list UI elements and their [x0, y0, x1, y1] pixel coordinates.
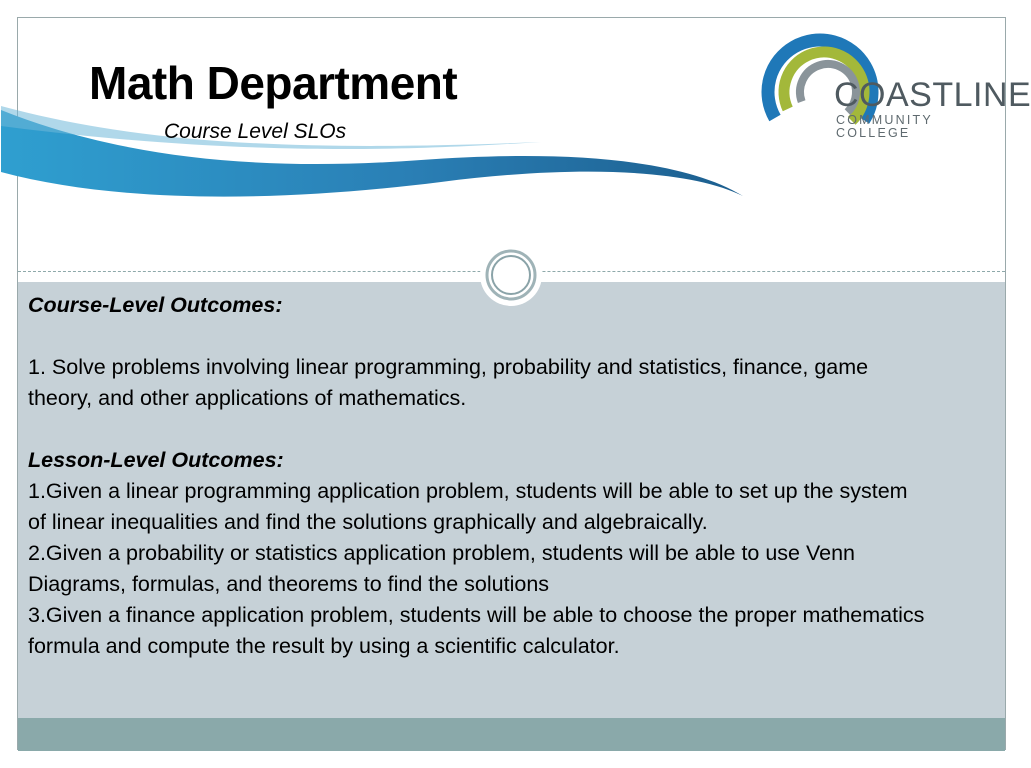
outcomes-text [28, 290, 928, 662]
lesson-outcomes-heading: Lesson-Level Outcomes: [28, 448, 284, 472]
logo-subtitle: COMMUNITY COLLEGE [836, 113, 933, 140]
logo-name: COASTLINE [834, 76, 1031, 114]
decorative-swoosh [1, 98, 761, 238]
footer-band [18, 718, 1005, 751]
lesson-outcome-item: 2.Given a probability or statistics application problem, students will be able to use Venn Diagrams, formulas, and theorems to find the solutions [28, 541, 856, 596]
page-subtitle: Course Level SLOs [164, 120, 347, 143]
course-outcomes-heading: Course-Level Outcomes: [28, 293, 283, 317]
page-title: Math Department [89, 57, 458, 109]
lesson-outcome-item: 1.Given a linear programming application problem, students will be able to set up the system of linear inequalities and find the solutions graphically and algebraically. [28, 479, 908, 534]
divider-ring-icon [480, 244, 542, 306]
course-outcome-item: 1. Solve problems involving linear programming, probability and statistics, finance, game theory, and other applications of mathematics. [28, 355, 869, 410]
lesson-outcome-item: 3.Given a finance application problem, students will be able to choose the proper mathematics formula and compute the result by using a scientific calculator. [28, 603, 925, 658]
slide-header [18, 18, 1031, 272]
college-logo [758, 30, 1031, 160]
